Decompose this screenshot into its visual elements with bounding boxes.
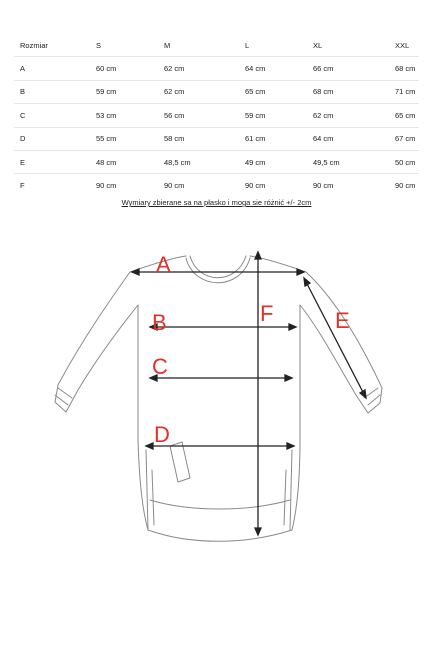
table-cell: 48,5 cm [158,150,239,173]
table-cell: 62 cm [307,104,389,127]
measurement-note: Wymiary zbierane sa na płasko i moga sie różnić +/- 2cm [121,198,312,207]
table-cell: E [14,150,90,173]
garment-diagram [0,230,433,560]
header-cell: XXL [389,34,419,57]
left-cuff [55,388,72,405]
table-cell: B [14,80,90,103]
label-f: F [260,301,274,326]
table-cell: 71 cm [389,80,419,103]
table-cell: 64 cm [307,127,389,150]
table-cell: F [20,181,25,191]
collar-outline [186,258,250,283]
table-cell: 68 cm [307,80,389,103]
table-cell: 90 cm [313,181,334,191]
table-cell: 58 cm [158,127,239,150]
right-side-panel [284,450,292,530]
table-row [14,127,419,150]
header-cell: S [90,34,158,57]
label-e: E [335,308,350,333]
table-cell: 50 cm [389,150,419,173]
table-cell: 90 cm [96,181,117,191]
table-cell: 66 cm [307,57,389,80]
table-cell: 65 cm [389,104,419,127]
table-cell: 48 cm [90,150,158,173]
table-cell: 90 cm [395,181,416,191]
table-row [14,174,419,197]
garment-outline [55,256,382,541]
table-cell: 61 cm [239,127,307,150]
table-cell: D [14,127,90,150]
table-cell: 62 cm [158,57,239,80]
header-cell: Rozmiar [14,34,90,57]
table-cell: 90 cm [164,181,185,191]
table-cell: 53 cm [90,104,158,127]
label-a: A [156,252,171,277]
table-row [14,80,419,103]
table-row [14,57,419,80]
header-cell: L [239,34,307,57]
table-cell: 62 cm [158,80,239,103]
table-cell: 64 cm [239,57,307,80]
table-cell: A [14,57,90,80]
header-cell: XL [307,34,389,57]
table-cell: 49,5 cm [307,150,389,173]
size-table-body [14,34,419,197]
header-cell: M [158,34,239,57]
table-row [14,104,419,127]
table-cell: 56 cm [158,104,239,127]
collar-inner [190,256,246,278]
table-cell: 59 cm [239,104,307,127]
table-cell: 68 cm [389,57,419,80]
label-b: B [152,310,167,335]
table-cell: 67 cm [389,127,419,150]
pocket [170,442,190,482]
table-cell: 59 cm [90,80,158,103]
left-side-panel [146,450,154,530]
label-c: C [152,354,168,379]
table-cell: 60 cm [90,57,158,80]
table-cell: 55 cm [90,127,158,150]
table-header-row [14,34,419,57]
hem-band [150,500,290,509]
table-cell: 49 cm [239,150,307,173]
table-cell: 90 cm [245,181,266,191]
label-d: D [154,422,170,447]
table-row [14,150,419,173]
size-table [14,34,419,197]
table-cell: 65 cm [239,80,307,103]
arrow-e [304,278,366,398]
table-cell: C [14,104,90,127]
